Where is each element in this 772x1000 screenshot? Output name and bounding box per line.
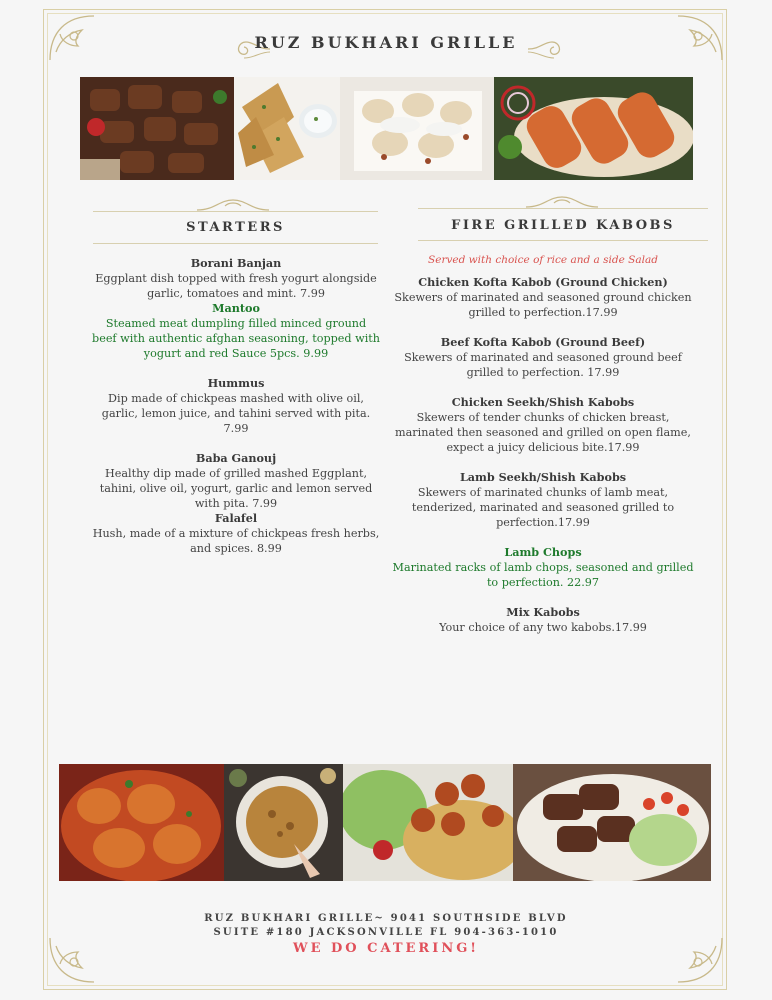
- item-description: Dip made of chickpeas mashed with olive oil, garlic, lemon juice, and tahini served with pita. 7.99: [101, 392, 371, 435]
- starters-top-rule: [93, 211, 378, 212]
- menu-item: [92, 301, 380, 361]
- kabobs-bottom-rule: [418, 240, 708, 241]
- item-description: Eggplant dish topped with fresh yogurt alongside garlic, tomatoes and mint. 7.99: [95, 272, 377, 300]
- item-name: Beef Kofta Kabob (Ground Beef): [440, 335, 646, 349]
- beef-kebab-photo: [80, 77, 234, 180]
- item-name: Chicken Seekh/Shish Kabobs: [451, 395, 635, 409]
- item-name: Mantoo: [212, 301, 260, 315]
- menu-item: [390, 470, 696, 530]
- menu-item: [390, 335, 696, 380]
- starters-bottom-rule: [93, 243, 378, 244]
- chicken-curry-photo: [59, 764, 224, 881]
- item-name: Baba Ganouj: [195, 451, 277, 465]
- item-description: Marinated racks of lamb chops, seasoned and grilled to perfection. 22.97: [392, 561, 694, 589]
- item-name: Lamb Seekh/Shish Kabobs: [459, 470, 627, 484]
- item-description: Your choice of any two kabobs.17.99: [439, 621, 647, 634]
- menu-item: [390, 605, 696, 635]
- item-name: Hummus: [207, 376, 265, 390]
- item-name: Falafel: [214, 511, 258, 525]
- menu-item: [92, 256, 380, 301]
- item-name: Mix Kabobs: [506, 605, 580, 619]
- menu-item: [92, 511, 380, 556]
- menu-item: [390, 545, 696, 590]
- kofta-kebab-photo: [494, 77, 693, 180]
- item-description: Hush, made of a mixture of chickpeas fresh herbs, and spices. 8.99: [92, 527, 380, 555]
- kabob-rice-platter-photo: [343, 764, 513, 881]
- item-description: Healthy dip made of grilled mashed Eggplant, tahini, olive oil, yogurt, garlic and lemon served with pita. 7.99: [99, 467, 373, 510]
- kabobs-heading: FIRE GRILLED KABOBS: [451, 218, 675, 233]
- item-name: Chicken Kofta Kabob (Ground Chicken): [418, 275, 668, 289]
- menu-item: [92, 376, 380, 436]
- item-description: Skewers of marinated and seasoned ground chicken grilled to perfection.17.99: [394, 291, 692, 319]
- rice-pilaf-photo: [224, 764, 343, 881]
- menu-item: [390, 395, 696, 455]
- starters-heading: STARTERS: [186, 220, 285, 235]
- lamb-chop-salad-photo: [513, 764, 711, 881]
- kabobs-note: Served with choice of rice and a side Salad: [428, 254, 658, 266]
- address-line-1: RUZ BUKHARI GRILLE~ 9041 SOUTHSIDE BLVD: [204, 913, 568, 924]
- item-description: Skewers of marinated chunks of lamb meat, tenderized, marinated and seasoned grilled to perfection.17.99: [411, 486, 675, 529]
- restaurant-title: RUZ BUKHARI GRILLE: [254, 33, 518, 52]
- item-name: Borani Banjan: [190, 256, 282, 270]
- mantoo-dumpling-photo: [340, 77, 494, 180]
- catering-banner: WE DO CATERING!: [292, 941, 480, 956]
- kabobs-list: [390, 253, 696, 635]
- item-description: Skewers of tender chunks of chicken breast, marinated then seasoned and grilled on open flame, expect a juicy delicious bite.17.99: [395, 411, 691, 454]
- menu-item: [390, 275, 696, 320]
- item-description: Skewers of marinated and seasoned ground beef grilled to perfection. 17.99: [404, 351, 682, 379]
- starters-list: [92, 256, 380, 556]
- flatbread-dip-photo: [234, 77, 340, 180]
- title-ornament-right-icon: [526, 38, 574, 60]
- menu-item: [92, 451, 380, 511]
- address-line-2: SUITE #180 JACKSONVILLE FL 904-363-1010: [213, 927, 559, 938]
- item-name: Lamb Chops: [504, 545, 582, 559]
- kabobs-top-rule: [418, 208, 708, 209]
- item-description: Steamed meat dumpling filled minced ground beef with authentic afghan seasoning, topped with yogurt and red Sauce 5pcs. 9.99: [92, 317, 380, 360]
